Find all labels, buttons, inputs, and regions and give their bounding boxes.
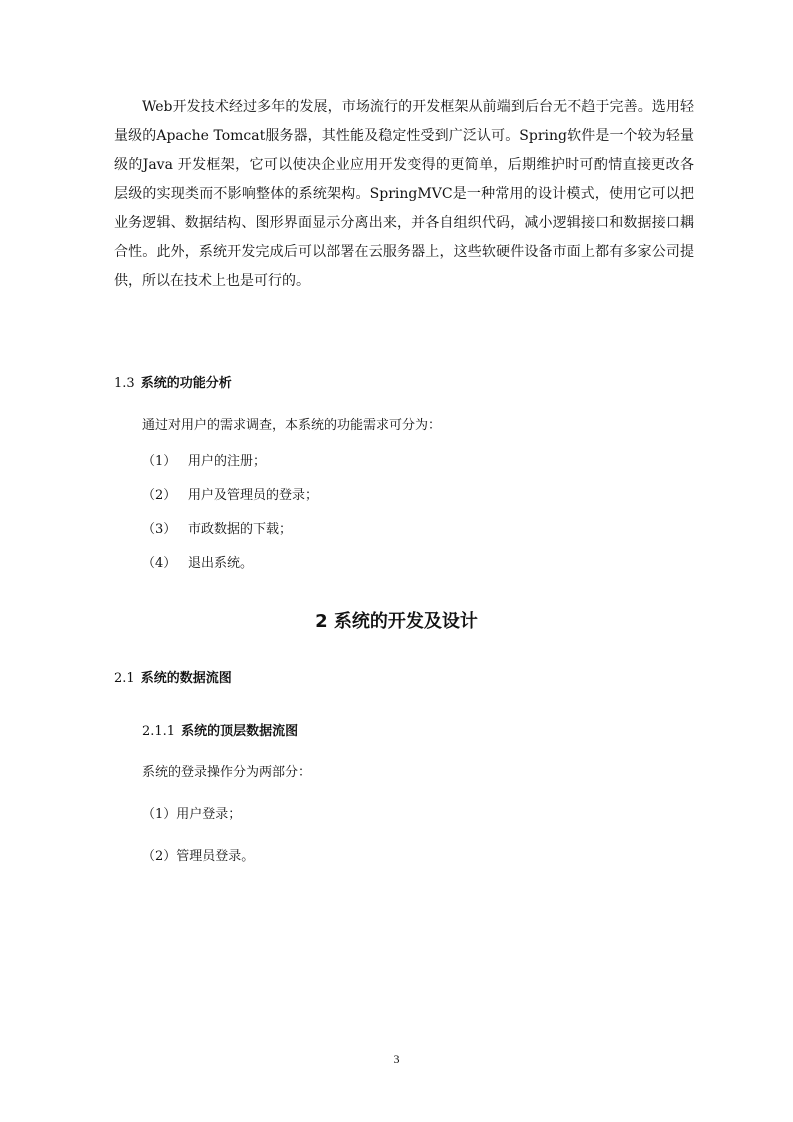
list-marker: （4）	[142, 556, 177, 571]
intro-paragraph: Web开发技术经过多年的发展，市场流行的开发框架从前端到后台无不趋于完善。选用轻量级的Apache Tomcat服务器，其性能及稳定性受到广泛认可。Spring软件是一个较为轻量级的Java 开发框架，它可以使决企业应用开发变得的更简单，后期维护时可酌情直接更改各层级的实现类而不影响整体的系统架构。SpringMVC是一种常用的设计模式，使用它可以把业务逻辑、数据结构、图形界面显示分离出来，并各自组织代码，减小逻辑接口和数据接口耦合性。此外，系统开发完成后可以部署在云服务器上，这些软硬件设备市面上都有多家公司提供，所以在技术上也是可行的。	[114, 99, 694, 289]
list-item	[142, 518, 292, 537]
list-marker: （3）	[142, 522, 177, 537]
list-item	[142, 552, 253, 571]
list-text: 用户的注册；	[188, 454, 267, 469]
section-title: 系统的数据流图	[140, 671, 232, 686]
section-2-1-heading	[114, 667, 232, 686]
list-marker: （2）	[142, 488, 177, 503]
section-1-3-heading	[114, 372, 232, 391]
list-text: 用户及管理员的登录；	[188, 488, 319, 503]
chapter-2-heading: 2 系统的开发及设计	[315, 611, 478, 632]
list-item	[142, 484, 318, 503]
section-title: 系统的顶层数据流图	[181, 724, 299, 739]
list-item: （2）管理员登录。	[142, 849, 255, 864]
section-number: 1.3	[114, 376, 135, 391]
list-item: （1）用户登录；	[142, 807, 242, 822]
page-number: 3	[393, 1052, 400, 1066]
list-text: 退出系统。	[188, 556, 254, 571]
section-2-1-1-intro: 系统的登录操作分为两部分：	[142, 765, 312, 780]
section-number: 2.1	[114, 671, 135, 686]
section-2-1-1-heading	[142, 720, 298, 739]
list-text: 市政数据的下载；	[188, 522, 293, 537]
list-item	[142, 450, 266, 469]
section-1-3-intro: 通过对用户的需求调查，本系统的功能需求可分为：	[142, 418, 442, 433]
section-title: 系统的功能分析	[140, 376, 232, 391]
list-marker: （1）	[142, 454, 177, 469]
section-number: 2.1.1	[142, 724, 176, 739]
